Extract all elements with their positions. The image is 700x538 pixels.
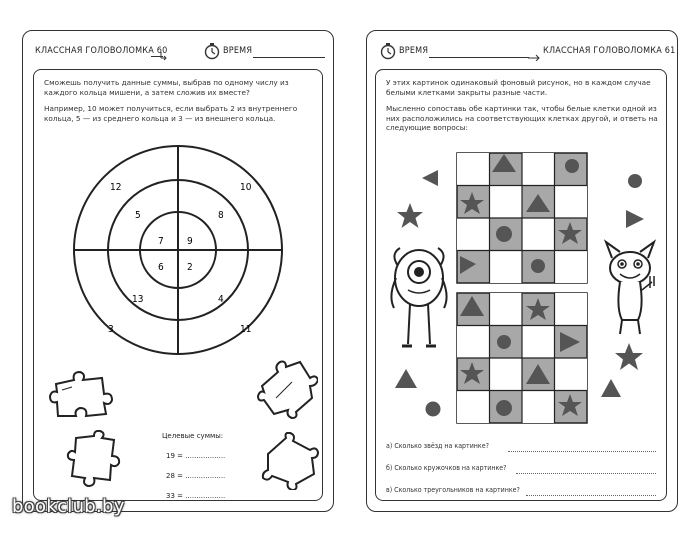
triangle-icon	[600, 378, 622, 398]
star-icon	[396, 202, 424, 230]
grid-picture-1	[456, 152, 588, 284]
sum-line[interactable]: 28 = ..................	[166, 472, 226, 480]
puzzle-60-intro: Сможешь получить данные суммы, выбрав по одному числу из каждого кольца мишени, а затем сложив их вместе?	[44, 78, 289, 97]
right-header-time: ВРЕМЯ	[399, 46, 429, 56]
circle-icon	[424, 400, 442, 418]
puzzle-piece-icon	[48, 370, 118, 420]
grid-picture-2	[456, 292, 588, 424]
triangle-icon	[394, 368, 418, 390]
target-diagram	[70, 142, 286, 358]
outer-number: 12	[110, 182, 122, 193]
horned-monster-illustration	[602, 238, 658, 338]
puzzle-piece-icon	[66, 430, 122, 490]
right-header	[377, 39, 676, 65]
target-sums-title: Целевые суммы:	[162, 432, 224, 440]
outer-number: 11	[240, 324, 252, 335]
triangle-icon	[624, 208, 646, 230]
inner-number: 9	[187, 236, 193, 247]
watermark: bookclub.by	[12, 496, 125, 517]
stopwatch-icon	[379, 42, 397, 60]
left-header-title: КЛАССНАЯ ГОЛОВОЛОМКА 60	[35, 46, 168, 56]
inner-number: 6	[158, 262, 164, 273]
star-icon	[614, 342, 644, 372]
right-header-title: КЛАССНАЯ ГОЛОВОЛОМКА 61	[543, 46, 676, 56]
stopwatch-icon	[203, 42, 221, 60]
outer-number: 3	[108, 324, 114, 335]
sum-line[interactable]: 19 = ..................	[166, 452, 226, 460]
puzzle-61-intro: У этих картинок одинаковый фоновый рисунок, но в каждом случае белыми клетками закрыты разные части.	[386, 78, 651, 97]
outer-number: 10	[240, 182, 252, 193]
puzzle-piece-icon	[260, 432, 322, 490]
middle-number: 4	[218, 294, 224, 305]
sum-line[interactable]: 33 = ..................	[166, 492, 226, 500]
circle-icon	[626, 172, 644, 190]
question-circles: б) Сколько кружочков на картинке?	[386, 464, 507, 472]
left-header-time: ВРЕМЯ	[223, 46, 253, 56]
middle-number: 8	[218, 210, 224, 221]
arrow-icon	[160, 51, 168, 61]
inner-number: 7	[158, 236, 164, 247]
puzzle-60-box	[33, 69, 323, 501]
puzzle-piece-icon	[256, 358, 318, 420]
arrow-icon	[527, 51, 541, 61]
triangle-icon	[420, 168, 440, 188]
puzzle-61-box	[375, 69, 667, 501]
middle-number: 5	[135, 210, 141, 221]
question-stars: а) Сколько звёзд на картинке?	[386, 442, 489, 450]
inner-number: 2	[187, 262, 193, 273]
one-eyed-monster-illustration	[388, 236, 450, 356]
puzzle-61-instruction: Мысленно сопоставь обе картинки так, чтобы белые клетки одной из них расположились на соответствующих клетках другой, и ответь на следующие вопросы:	[386, 104, 658, 133]
left-header	[33, 39, 323, 65]
right-page	[366, 30, 678, 512]
question-triangles: в) Сколько треугольников на картинке?	[386, 486, 520, 494]
puzzle-60-example: Например, 10 может получиться, если выбрать 2 из внутреннего кольца, 5 — из среднего кольца и 3 — из внешнего кольца.	[44, 104, 298, 123]
left-page	[22, 30, 334, 512]
middle-number: 13	[132, 294, 144, 305]
